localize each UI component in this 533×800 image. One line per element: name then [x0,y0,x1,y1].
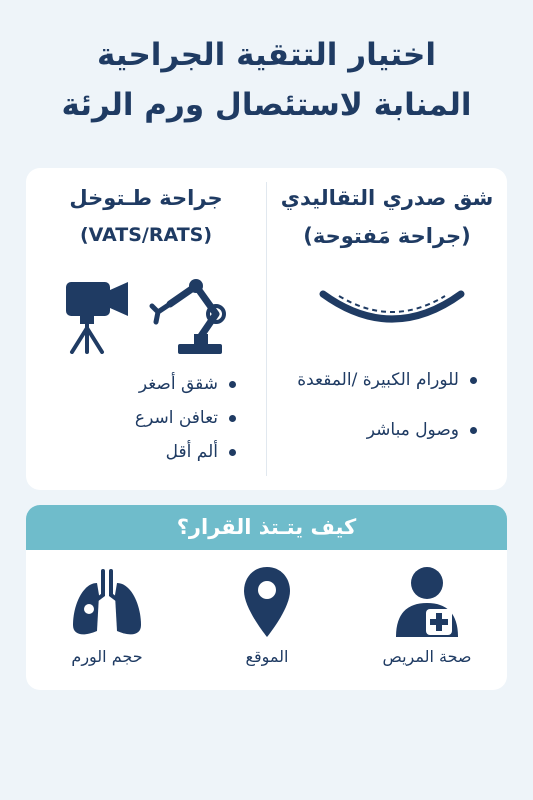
decision-card [26,505,507,690]
open-surgery-subtitle: (جراحة مَفتوحة) [303,224,471,248]
patient-health-icon [392,565,462,639]
list-item: وصول مباشر [277,420,481,440]
page-title-line1: اختيار التتقية الجراحية [96,37,436,73]
factor-label: حجم الورم [71,647,143,666]
open-surgery-title: شق صدري التقاليدي [280,186,494,210]
minimally-invasive-title: جراحة طـتوخل [69,186,223,210]
list-item: تعافن اسرع [36,408,240,428]
page-title [20,30,513,130]
minimally-invasive-subtitle: (VATS/RATS) [79,224,213,246]
factor-label: الموقع [245,647,289,666]
factor-patient-health [362,565,492,666]
camera-icon [62,278,134,354]
factor-tumor-size [42,565,172,666]
factor-label: صحة المريص [382,647,472,666]
decision-header: كيف يتـتذ القرار؟ [26,505,507,550]
curved-incision-icon [317,286,467,326]
open-surgery-column [267,168,507,490]
page-title-line2: المنابة لاستئصال ورم الرئة [61,87,472,123]
comparison-card [26,168,507,490]
list-item: ألم أقل [36,442,240,462]
lungs-icon [69,565,145,639]
factor-location [202,565,332,666]
open-surgery-bullets [277,370,481,440]
minimally-invasive-bullets [36,374,240,462]
minimally-invasive-column [26,168,266,490]
robotic-arm-icon [144,274,234,356]
location-pin-icon [242,565,292,639]
list-item: شقق أصغر [36,374,240,394]
list-item: للورام الكبيرة /المقعدة [277,370,481,390]
